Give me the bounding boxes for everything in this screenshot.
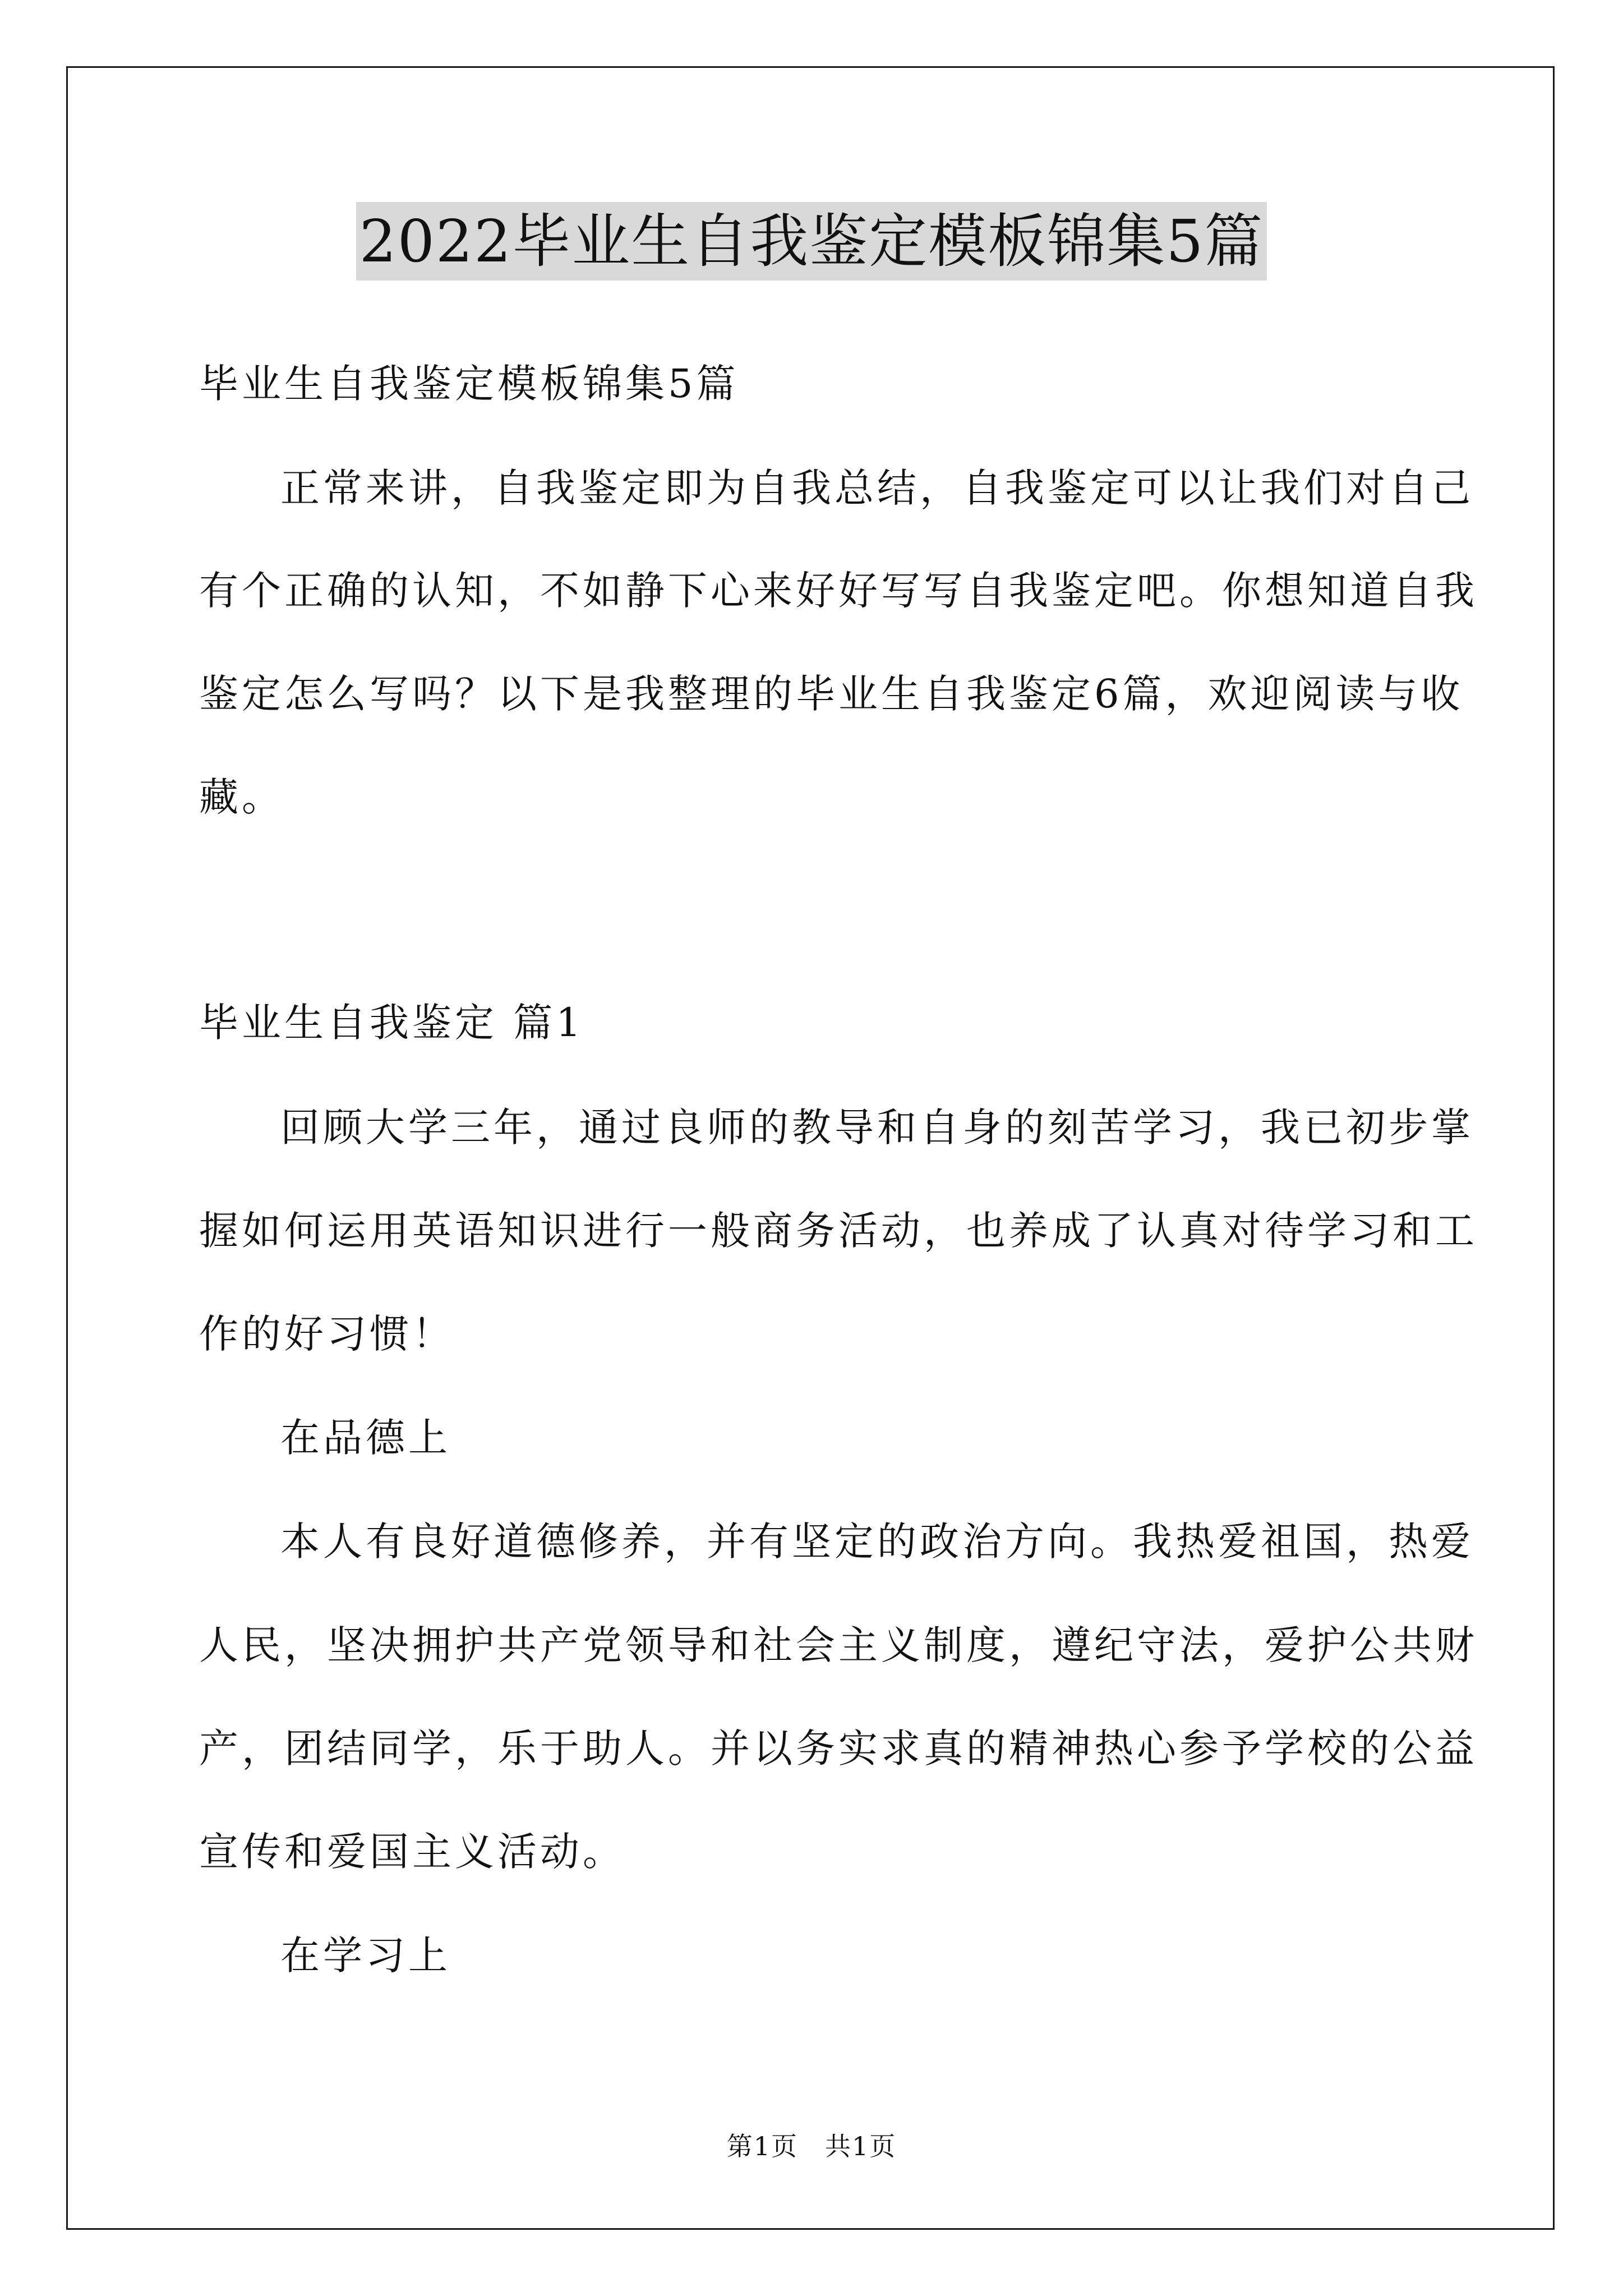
morality-line-4: 宣传和爱国主义活动。 bbox=[199, 1829, 625, 1875]
intro-line-4: 藏。 bbox=[199, 774, 284, 820]
morality-line-1: 本人有良好道德修养，并有坚定的政治方向。我热爱祖国，热爱 bbox=[280, 1519, 1474, 1565]
morality-heading: 在品德上 bbox=[280, 1415, 451, 1461]
document-subtitle: 毕业生自我鉴定模板锦集5篇 bbox=[199, 361, 739, 407]
section1-heading: 毕业生自我鉴定 篇1 bbox=[199, 1000, 584, 1046]
intro-line-2: 有个正确的认知，不如静下心来好好写写自我鉴定吧。你想知道自我 bbox=[199, 568, 1478, 614]
section1-line-1: 回顾大学三年，通过良师的教导和自身的刻苦学习，我已初步掌 bbox=[280, 1105, 1474, 1151]
study-heading: 在学习上 bbox=[280, 1932, 451, 1978]
document-title: 2022毕业生自我鉴定模板锦集5篇 bbox=[356, 202, 1267, 280]
section1-line-2: 握如何运用英语知识进行一般商务活动，也养成了认真对待学习和工 bbox=[199, 1208, 1478, 1254]
section1-line-3: 作的好习惯！ bbox=[199, 1311, 455, 1357]
page-footer: 第1页 共1页 bbox=[726, 2131, 897, 2161]
intro-line-3: 鉴定怎么写吗？以下是我整理的毕业生自我鉴定6篇，欢迎阅读与收 bbox=[199, 671, 1464, 717]
title-block bbox=[0, 202, 1623, 280]
morality-line-2: 人民，坚决拥护共产党领导和社会主义制度，遵纪守法，爱护公共财 bbox=[199, 1622, 1478, 1668]
morality-line-3: 产，团结同学，乐于助人。并以务实求真的精神热心参予学校的公益 bbox=[199, 1726, 1478, 1772]
intro-line-1: 正常来讲，自我鉴定即为自我总结，自我鉴定可以让我们对自己 bbox=[280, 465, 1474, 511]
